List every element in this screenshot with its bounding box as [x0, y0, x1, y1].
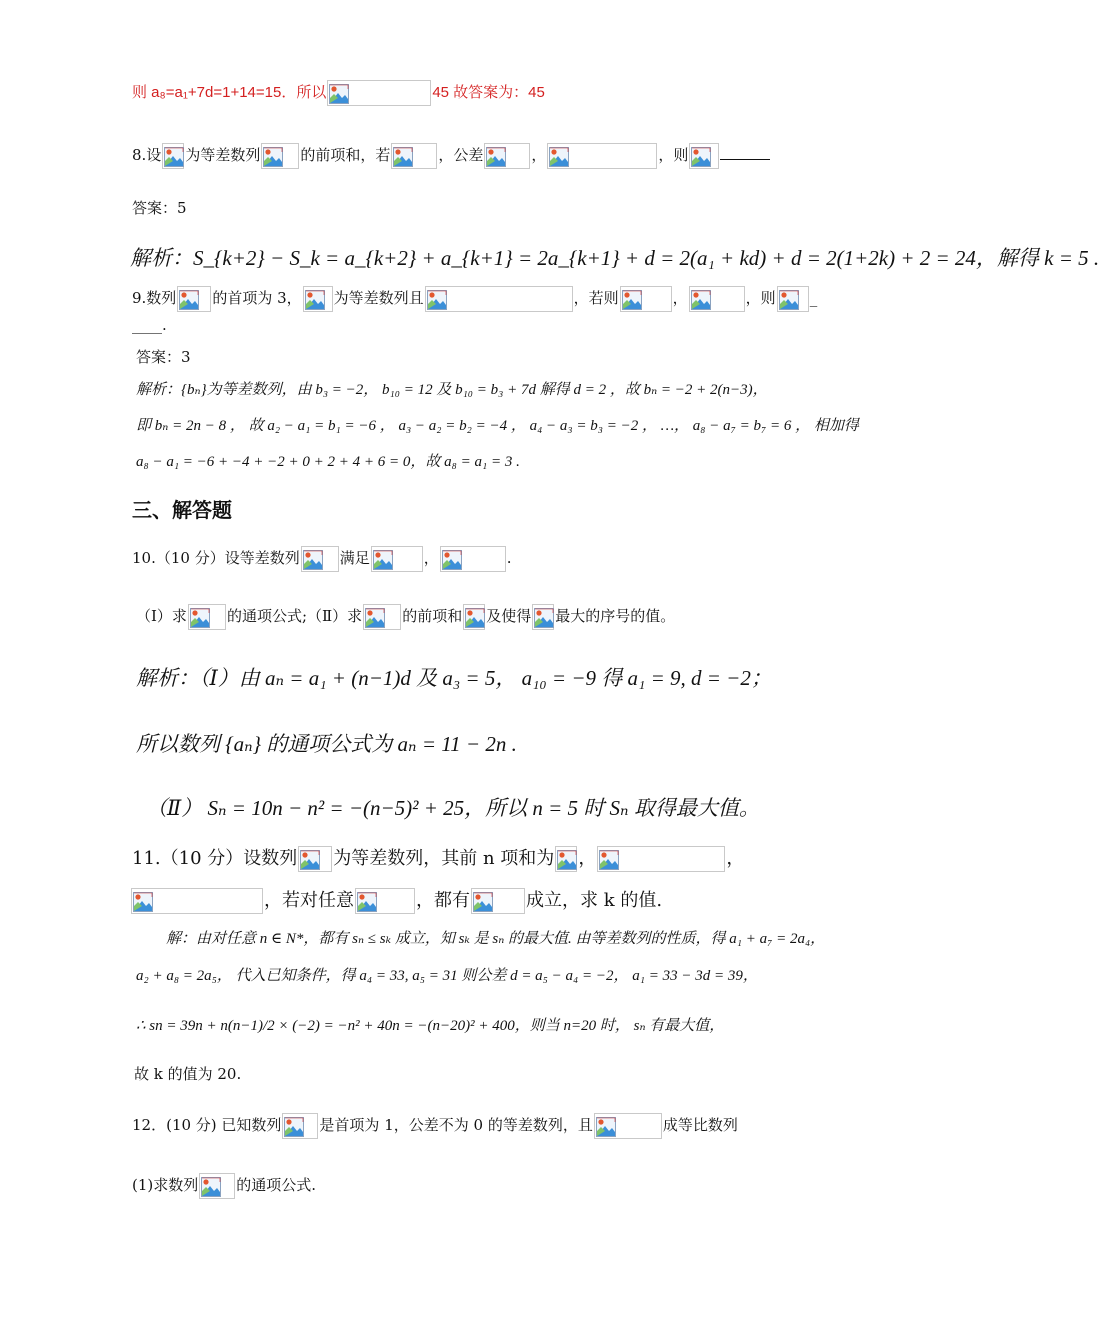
broken-image-icon [425, 286, 573, 312]
section-heading: 三、解答题 [132, 498, 232, 522]
broken-image-icon [471, 888, 525, 914]
broken-image-icon [282, 1113, 318, 1139]
broken-image-icon [555, 846, 577, 872]
question-12-part-1: (1)求数列 的通项公式. [132, 1173, 316, 1199]
q10-solution-3: （Ⅱ） Sₙ = 10n − n² = −(n−5)² + 25，所以 n = 5 时 Sₙ 取得最大值。 [146, 796, 760, 820]
q11-solution-3: ∴ sn = 39n + n(n−1)/2 × (−2) = −n² + 40n = −(n−20)² + 400，则当 n=20 时， sₙ 有最大值， [136, 1018, 725, 1034]
q10-solution-1: 解析：（Ⅰ）由 aₙ = a₁ + (n−1)d 及 a₃ = 5， a₁₀ = −9 得 a₁ = 9, d = −2； [136, 666, 772, 690]
broken-image-icon [261, 143, 299, 169]
broken-image-icon [463, 604, 485, 630]
question-10-parts: （Ⅰ）求 的通项公式;（Ⅱ）求 的前项和 及使得 最大的序号的值。 [136, 604, 675, 630]
question-9: 9.数列 的首项为 3， 为等差数列且 ，若则 ， ，则 _ [132, 286, 817, 312]
q8-answer: 答案：5 [132, 199, 187, 217]
broken-image-icon [620, 286, 672, 312]
broken-image-icon [391, 143, 437, 169]
broken-image-icon [363, 604, 401, 630]
q11-solution-1: 解：由对任意 n ∈ N*，都有 sₙ ≤ sₖ 成立，知 sₖ 是 sₙ 的最大值. 由等差数列的性质，得 a₁ + a₇ = 2a₄， [166, 931, 826, 947]
broken-image-icon [597, 846, 725, 872]
broken-image-icon [371, 546, 423, 572]
broken-image-icon [484, 143, 530, 169]
question-10: 10.（10 分）设等差数列 满足 ， . [132, 546, 512, 572]
q9-answer: 答案：3 [136, 348, 191, 366]
broken-image-icon [532, 604, 554, 630]
broken-image-icon [547, 143, 657, 169]
broken-image-icon [689, 286, 745, 312]
answer-blank [720, 159, 770, 160]
broken-image-icon [594, 1113, 662, 1139]
broken-image-icon [162, 143, 184, 169]
question-12: 12．(10 分) 已知数列 是首项为 1，公差不为 0 的等差数列，且 成等比数列 [132, 1113, 738, 1139]
broken-image-icon [355, 888, 415, 914]
broken-image-icon [303, 286, 333, 312]
q11-solution-4: 故 k 的值为 20. [134, 1065, 242, 1083]
q9-solution-1: 解析：{bₙ}为等差数列，由 b₃ = −2， b₁₀ = 12 及 b₁₀ = b₃ + 7d 解得 d = 2 ，故 bₙ = −2 + 2(n−3)， [136, 382, 768, 398]
q8-solution: 解析：S_{k+2} − S_k = a_{k+2} + a_{k+1} = 2a_{k+1} + d = 2(a₁ + kd) + d = 2(1+2k) + 2 = 24，解得 k = 5 . [130, 246, 1099, 270]
question-11: 11.（10 分）设数列 为等差数列，其前 n 项和为 ， ， [132, 846, 744, 872]
q9-solution-3: a₈ − a₁ = −6 + −4 + −2 + 0 + 2 + 4 + 6 = 0，故 a₈ = a₁ = 3 . [136, 454, 520, 470]
q11-solution-2: a₂ + a₈ = 2a₅， 代入已知条件，得 a₄ = 33, a₅ = 31 则公差 d = a₅ − a₄ = −2， a₁ = 33 − 3d = 39， [136, 968, 758, 984]
prev-answer-line: 则 a₈=a₁+7d=1+14=15．所以 45 故答案为：45 [132, 80, 545, 106]
broken-image-icon [327, 80, 431, 106]
question-8: 8.设 为等差数列 的前项和，若 ，公差 ， ，则 [132, 143, 770, 169]
broken-image-icon [131, 888, 263, 914]
broken-image-icon [440, 546, 506, 572]
broken-image-icon [689, 143, 719, 169]
broken-image-icon [188, 604, 226, 630]
question-11-continued: ，若对任意 ，都有 成立，求 k 的值. [130, 888, 662, 914]
broken-image-icon [298, 846, 332, 872]
broken-image-icon [177, 286, 211, 312]
q9-solution-2: 即 bₙ = 2n − 8 ， 故 a₂ − a₁ = b₁ = −6 ， a₃ − a₂ = b₂ = −4 ， a₄ − a₃ = b₃ = −2 ， …， a₈ − a₇ = b₇ = 6 ， 相加得 [136, 418, 859, 434]
broken-image-icon [199, 1173, 235, 1199]
q9-blank-continued: ____. [132, 316, 167, 334]
q10-solution-2: 所以数列 {aₙ} 的通项公式为 aₙ = 11 − 2n . [136, 732, 517, 756]
broken-image-icon [777, 286, 809, 312]
broken-image-icon [301, 546, 339, 572]
